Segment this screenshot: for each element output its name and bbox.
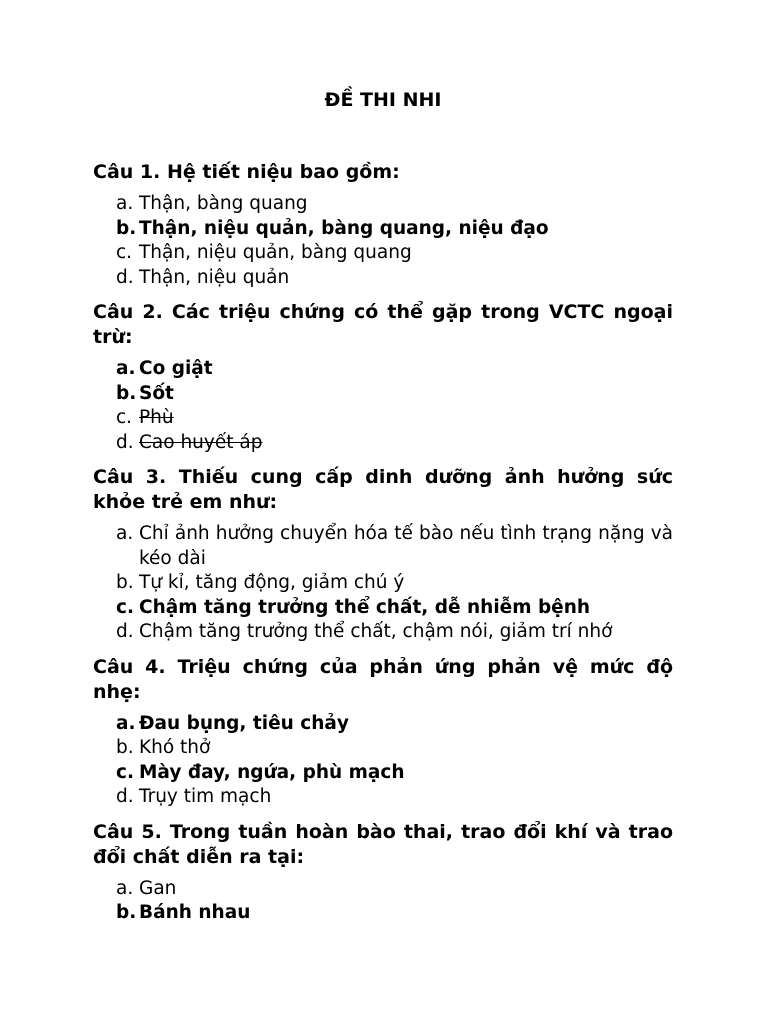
exam-title: ĐỀ THI NHI [324,89,442,111]
option-b [93,571,673,596]
option-letter: c. [116,596,134,618]
option-letter: b. [116,382,137,404]
option-d [93,620,673,645]
option-letter: b. [116,217,137,239]
option-letter: b. [116,902,137,923]
option-text: Chỉ ảnh hưởng chuyển hóa tế bào nếu tình trạng nặng và kéo dài [139,523,673,569]
option-list [93,877,673,926]
option-text: Đau bụng, tiêu chảy [139,712,349,734]
option-b [93,217,673,242]
option-d [93,266,673,291]
option-a [93,357,673,382]
option-b [93,901,673,926]
option-text: Mày đay, ngứa, phù mạch [139,761,405,783]
option-letter: a. [116,877,134,899]
option-letter: b. [116,737,134,758]
option-list [93,357,673,455]
option-text: Bánh nhau [139,902,251,923]
option-list [93,522,673,645]
option-c [93,761,673,786]
option-letter: b. [116,572,134,593]
option-text: Gan [139,877,177,899]
option-letter: a. [116,712,136,734]
question-text: Câu 5. Trong tuần hoàn bào thai, trao đổi khí và trao đổi chất diễn ra tại: [93,820,673,868]
option-c [93,596,673,621]
question-5 [93,820,673,926]
option-text: Chậm tăng trưởng thể chất, dễ nhiễm bệnh [139,596,591,618]
question-1 [93,160,673,290]
option-text: Cao huyết áp [139,431,263,453]
question-3 [93,465,673,645]
option-text: Chậm tăng trưởng thể chất, chậm nói, giảm trí nhớ [139,621,613,642]
option-list [93,192,673,290]
question-text: Câu 3. Thiếu cung cấp dinh dưỡng ảnh hưởng sức khỏe trẻ em như: [93,466,673,513]
option-text: Trụy tim mạch [139,786,272,807]
option-a [93,522,673,571]
option-letter: c. [116,242,133,263]
option-list [93,712,673,810]
question-2 [93,300,673,455]
option-text: Thận, niệu quản, bàng quang, niệu đạo [139,217,549,239]
question-4 [93,655,673,810]
option-letter: a. [116,358,136,379]
question-text: Câu 4. Triệu chứng của phản ứng phản vệ mức độ nhẹ: [93,655,673,703]
option-text: Co giật [139,358,213,379]
option-letter: c. [116,761,134,783]
option-text: Sốt [139,382,174,404]
option-text: Tự kỉ, tăng động, giảm chú ý [139,572,405,593]
option-letter: d. [116,786,134,807]
option-letter: d. [116,431,134,453]
option-d [93,785,673,810]
question-text: Câu 2. Các triệu chứng có thể gặp trong VCTC ngoại trừ: [93,301,673,348]
option-c [93,241,673,266]
option-letter: a. [116,523,134,544]
option-a [93,877,673,902]
option-letter: d. [116,266,134,288]
option-c [93,406,673,431]
option-text: Thận, niệu quản, bàng quang [139,242,412,263]
option-letter: d. [116,621,134,642]
option-text: Thận, niệu quản [139,266,290,288]
option-letter: c. [116,407,133,428]
option-d [93,431,673,456]
option-a [93,712,673,737]
option-text: Phù [139,407,174,428]
question-text: Câu 1. Hệ tiết niệu bao gồm: [93,161,400,183]
option-text: Thận, bàng quang [139,193,308,214]
option-letter: a. [116,193,134,214]
question-list [93,160,673,926]
exam-page [93,86,673,936]
option-b [93,736,673,761]
option-a [93,192,673,217]
option-text: Khó thở [139,737,211,758]
option-b [93,382,673,407]
